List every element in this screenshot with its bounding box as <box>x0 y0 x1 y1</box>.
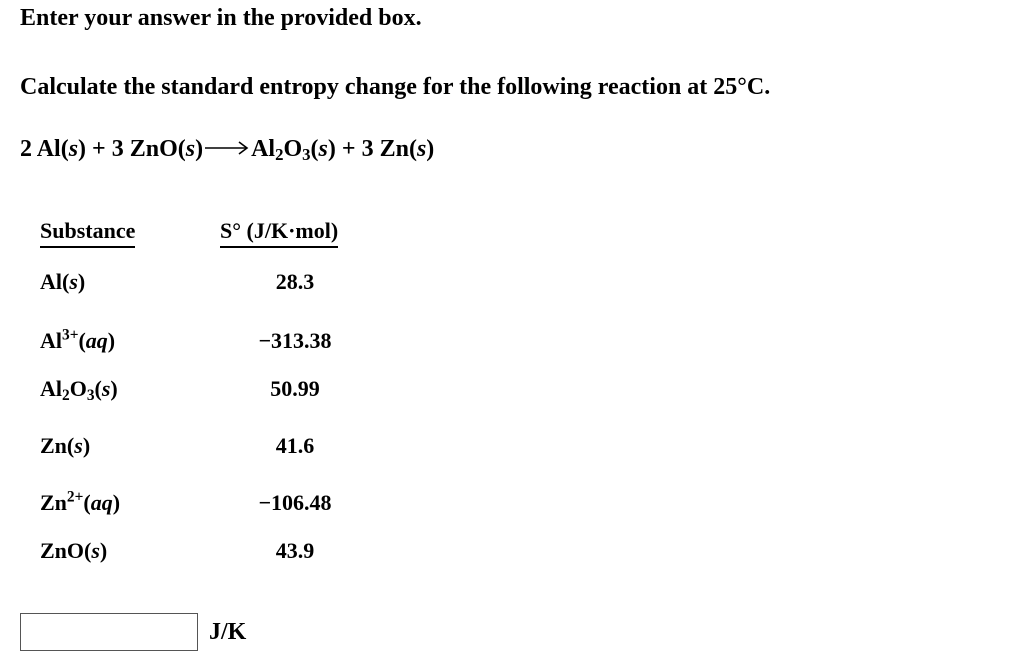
table-row-substance: Zn(s) <box>40 433 91 458</box>
instruction-text: Enter your answer in the provided box. <box>20 5 422 31</box>
table-row-substance: ZnO(s) <box>40 538 108 563</box>
table-row-value: −313.38 <box>258 328 332 353</box>
plus-sign: + <box>92 136 106 162</box>
answer-input[interactable] <box>20 613 198 651</box>
table-row-substance: Al(s) <box>40 269 86 294</box>
reactant-1-formula: Al <box>36 136 61 162</box>
reactant-2-formula: ZnO <box>129 136 178 162</box>
table-row-value: 43.9 <box>275 538 315 563</box>
reactant-1-state: s <box>68 136 79 162</box>
table-row-value: 28.3 <box>275 269 315 294</box>
plus-sign: + <box>341 136 356 162</box>
table-row-value: −106.48 <box>258 490 332 515</box>
table-row-substance: $Al^{3+}(aq)$ <box>40 326 116 353</box>
table-row-value: 50.99 <box>270 376 320 401</box>
reactant-1-coefficient: 2 <box>20 136 32 162</box>
product-1-state: s <box>318 136 328 162</box>
table-row-value: 41.6 <box>275 433 315 458</box>
reactant-2-state: s <box>185 136 196 162</box>
product-2-formula: Zn <box>379 136 409 162</box>
answer-unit-label: J/K <box>209 619 247 645</box>
product-2-state: s <box>416 136 427 162</box>
reactant-2-coefficient: 3 <box>111 136 124 162</box>
product-1-formula: $Al_2O_3$ <box>251 136 311 165</box>
table-header-entropy: S° (J/K·mol) <box>220 220 338 248</box>
right-arrow-icon <box>205 141 249 155</box>
product-2-coefficient: 3 <box>361 136 374 162</box>
question-text: Calculate the standard entropy change for the following reaction at 25°C. <box>20 74 771 100</box>
reaction-equation: 2 Al(s) + 3 ZnO(s) $Al_2O_3(s) + 3$ Zn(s) <box>20 136 435 165</box>
table-row-substance: $Al_2O_3(s)$ <box>40 376 118 404</box>
table-header-substance: Substance <box>40 220 135 248</box>
table-row-substance: $Zn^{2+}(aq)$ <box>40 488 121 515</box>
